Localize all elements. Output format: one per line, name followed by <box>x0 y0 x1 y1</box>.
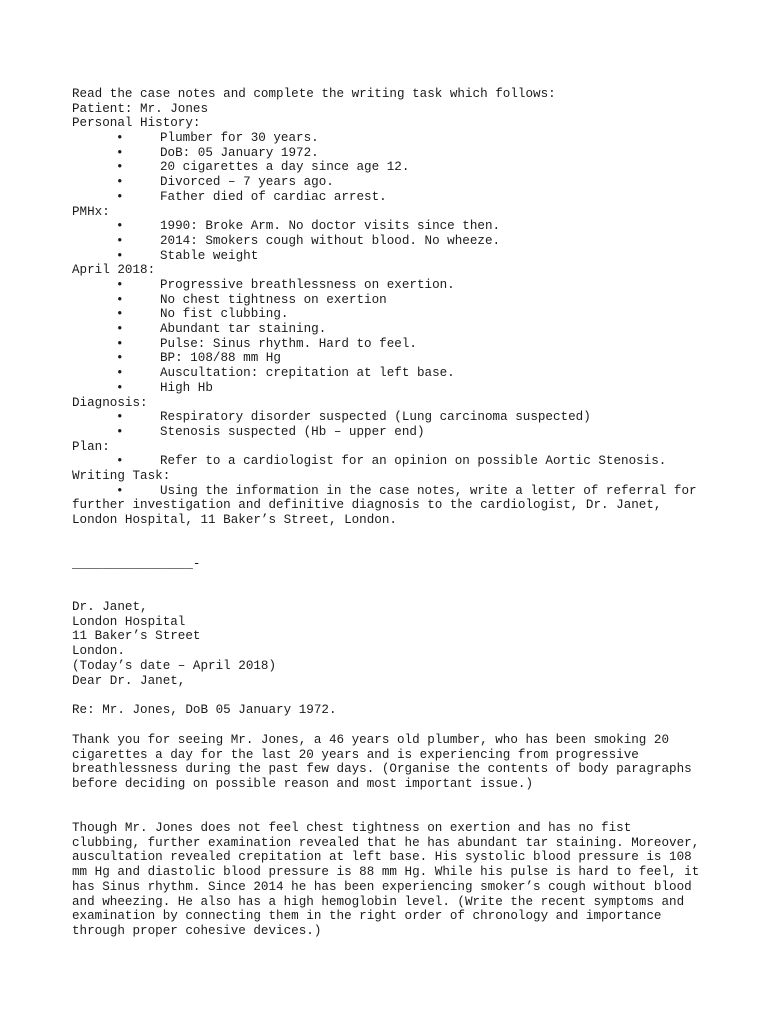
bullet-icon: • <box>116 189 124 204</box>
bullet-icon: • <box>116 219 124 234</box>
list-item-text: Progressive breathlessness on exertion. <box>160 278 455 293</box>
list-item-text: No fist clubbing. <box>160 307 289 322</box>
list-item-text: DoB: 05 January 1972. <box>160 145 319 160</box>
paragraph-line: before deciding on possible reason and most important issue.) <box>72 777 534 792</box>
paragraph-line: examination by connecting them in the right order of chronology and importance <box>72 909 662 924</box>
list-item <box>72 366 712 381</box>
list-item-text: 2014: Smokers cough without blood. No wheeze. <box>160 233 501 248</box>
paragraph-line: Thank you for seeing Mr. Jones, a 46 years old plumber, who has been smoking 20 <box>72 733 670 747</box>
re-line: Re: Mr. Jones, DoB 05 January 1972. <box>72 703 337 717</box>
paragraph-line: breathlessness during the past few days. (Organise the contents of body paragraphs <box>72 762 692 777</box>
april-2018-heading: April 2018: <box>72 263 156 278</box>
list-item-text: BP: 108/88 mm Hg <box>160 351 281 366</box>
list-item <box>72 307 712 322</box>
bullet-icon: • <box>116 307 124 322</box>
bullet-icon: • <box>116 233 124 248</box>
list-item-text: Auscultation: crepitation at left base. <box>160 366 455 381</box>
patient-line: Patient: Mr. Jones <box>72 101 209 116</box>
salutation: Dear Dr. Janet, <box>72 673 186 688</box>
list-item <box>72 146 712 161</box>
list-item-text: Stable weight <box>160 248 259 263</box>
writing-task-item <box>72 484 712 528</box>
paragraph-line: mm Hg and diastolic blood pressure is 88 mm Hg. While his pulse is hard to feel, it <box>72 865 700 880</box>
list-item-text: Abundant tar staining. <box>160 322 327 337</box>
list-item <box>72 131 712 146</box>
letter-date: (Today’s date – April 2018) <box>72 659 277 673</box>
date-block <box>72 659 712 688</box>
plan-heading: Plan: <box>72 439 110 454</box>
list-item-text: 1990: Broke Arm. No doctor visits since then. <box>160 219 501 234</box>
paragraph-line: through proper cohesive devices.) <box>72 923 322 938</box>
bullet-icon: • <box>116 145 124 160</box>
section-divider: ________________- <box>72 557 201 571</box>
paragraph-line: has Sinus rhythm. Since 2014 he has been experiencing smoker’s cough without blood <box>72 879 692 894</box>
list-item-text: 20 cigarettes a day since age 12. <box>160 160 410 175</box>
paragraph-line: clubbing, further examination revealed that he has abundant tar staining. Moreover, <box>72 835 700 850</box>
list-item-text: High Hb <box>160 380 213 395</box>
paragraph-line: Though Mr. Jones does not feel chest tightness on exertion and has no fist <box>72 821 632 835</box>
address-line: 11 Baker’s Street <box>72 629 201 644</box>
list-item <box>72 190 712 205</box>
recipient-address <box>72 600 712 659</box>
pmhx-heading: PMHx: <box>72 204 110 219</box>
list-item <box>72 351 712 366</box>
list-item <box>72 249 712 264</box>
list-item <box>72 454 712 469</box>
list-item-text: Respiratory disorder suspected (Lung carcinoma suspected) <box>160 410 591 425</box>
bullet-icon: • <box>116 424 124 439</box>
bullet-icon: • <box>116 248 124 263</box>
writing-task-line: London Hospital, 11 Baker’s Street, London. <box>72 513 397 528</box>
list-item <box>72 175 712 190</box>
bullet-icon: • <box>116 278 124 293</box>
list-item <box>72 322 712 337</box>
list-item-text: Father died of cardiac arrest. <box>160 189 387 204</box>
list-item <box>72 234 712 249</box>
list-item <box>72 425 712 440</box>
list-item <box>72 219 712 234</box>
paragraph-line: cigarettes a day for the last 20 years and is experiencing from progressive <box>72 747 639 762</box>
bullet-icon: • <box>116 410 124 425</box>
address-line: London Hospital <box>72 614 186 629</box>
re-line-block <box>72 703 712 718</box>
bullet-icon: • <box>116 131 124 146</box>
paragraph-2 <box>72 821 712 939</box>
bullet-icon: • <box>116 292 124 307</box>
diagnosis-heading: Diagnosis: <box>72 395 148 410</box>
writing-task-line: Using the information in the case notes, write a letter of referral for <box>160 483 697 498</box>
address-line: Dr. Janet, <box>72 600 148 614</box>
bullet-icon: • <box>116 366 124 381</box>
case-notes <box>72 87 712 528</box>
list-item-text: Pulse: Sinus rhythm. Hard to feel. <box>160 336 417 351</box>
bullet-icon: • <box>116 336 124 351</box>
list-item <box>72 410 712 425</box>
intro-line: Read the case notes and complete the writing task which follows: <box>72 87 556 101</box>
list-item <box>72 160 712 175</box>
bullet-icon: • <box>116 483 124 498</box>
bullet-icon: • <box>116 160 124 175</box>
paragraph-1 <box>72 733 712 792</box>
bullet-icon: • <box>116 351 124 366</box>
bullet-icon: • <box>116 454 124 469</box>
bullet-icon: • <box>116 322 124 337</box>
bullet-icon: • <box>116 380 124 395</box>
list-item <box>72 337 712 352</box>
list-item-text: No chest tightness on exertion <box>160 292 387 307</box>
writing-task-line: further investigation and definitive diagnosis to the cardiologist, Dr. Janet, <box>72 498 662 513</box>
paragraph-line: auscultation revealed crepitation at left base. His systolic blood pressure is 108 <box>72 850 692 865</box>
address-line: London. <box>72 644 125 659</box>
bullet-icon: • <box>116 175 124 190</box>
list-item-text: Plumber for 30 years. <box>160 131 319 146</box>
personal-history-heading: Personal History: <box>72 116 201 131</box>
writing-task-heading: Writing Task: <box>72 468 171 483</box>
list-item <box>72 293 712 308</box>
list-item-text: Stenosis suspected (Hb – upper end) <box>160 424 425 439</box>
list-item-text: Refer to a cardiologist for an opinion on possible Aortic Stenosis. <box>160 454 667 469</box>
list-item-text: Divorced – 7 years ago. <box>160 175 334 190</box>
list-item <box>72 278 712 293</box>
list-item <box>72 381 712 396</box>
paragraph-line: and wheezing. He also has a high hemoglobin level. (Write the recent symptoms and <box>72 894 685 909</box>
